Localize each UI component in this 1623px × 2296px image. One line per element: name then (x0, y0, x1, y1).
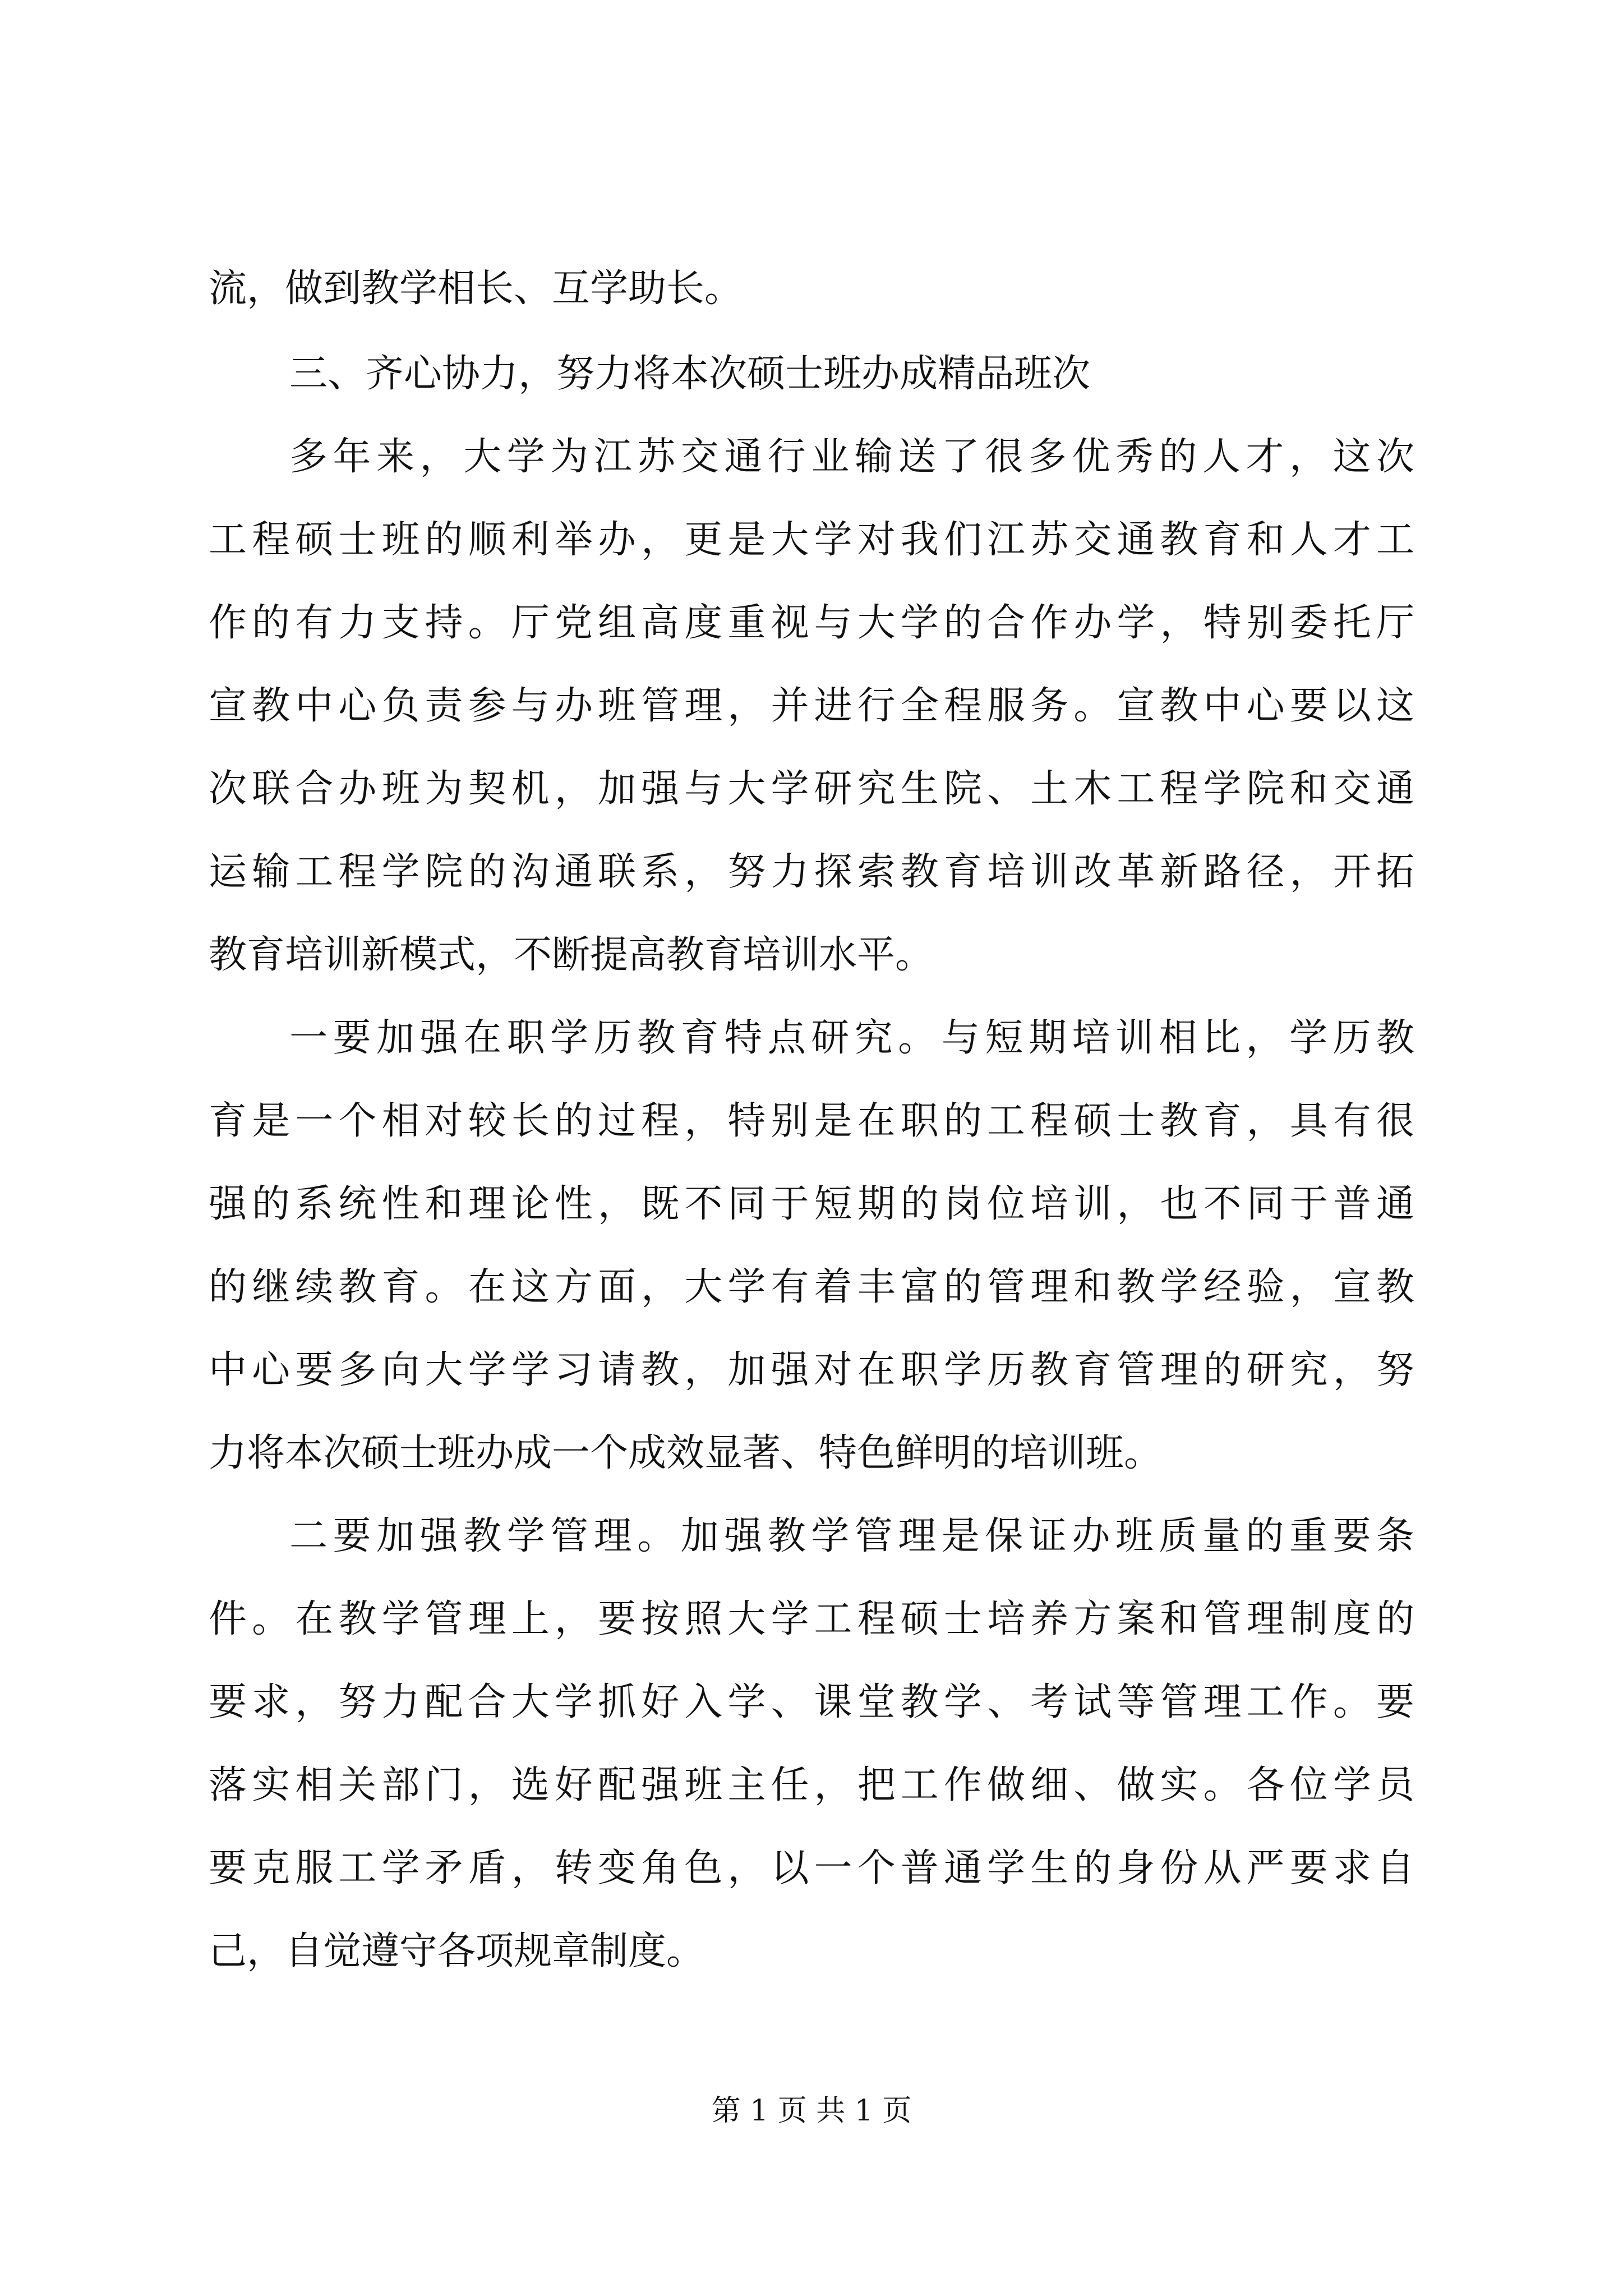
text-line: 强的系统性和理论性，既不同于短期的岗位培训，也不同于普通 (209, 1182, 1414, 1226)
text-line: 多年来，大学为江苏交通行业输送了很多优秀的人才，这次 (289, 435, 1414, 479)
text-line: 宣教中心负责参与办班管理，并进行全程服务。宣教中心要以这 (209, 684, 1414, 728)
text-line: 力将本次硕士班办成一个成效显著、特色鲜明的培训班。 (209, 1431, 1163, 1475)
text-line: 工程硕士班的顺利举办，更是大学对我们江苏交通教育和人才工 (209, 518, 1414, 562)
section-heading: 三、齐心协力，努力将本次硕士班办成精品班次 (289, 352, 1091, 396)
text-line: 二要加强教学管理。加强教学管理是保证办班质量的重要条 (289, 1514, 1414, 1558)
text-line: 要求，努力配合大学抓好入学、课堂教学、考试等管理工作。要 (209, 1680, 1414, 1724)
text-line: 落实相关部门，选好配强班主任，把工作做细、做实。各位学员 (209, 1763, 1414, 1807)
text-line: 要克服工学矛盾，转变角色，以一个普通学生的身份从严要求自 (209, 1846, 1414, 1890)
page-number-footer: 第 1 页 共 1 页 (711, 2094, 912, 2128)
text-line: 中心要多向大学学习请教，加强对在职学历教育管理的研究，努 (209, 1348, 1414, 1392)
text-line: 育是一个相对较长的过程，特别是在职的工程硕士教育，具有很 (209, 1099, 1414, 1143)
text-line: 运输工程学院的沟通联系，努力探索教育培训改革新路径，开拓 (209, 850, 1414, 894)
text-line: 流，做到教学相长、互学助长。 (209, 266, 743, 311)
text-line: 件。在教学管理上，要按照大学工程硕士培养方案和管理制度的 (209, 1597, 1414, 1641)
text-line: 作的有力支持。厅党组高度重视与大学的合作办学，特别委托厅 (209, 601, 1414, 645)
text-line: 教育培训新模式，不断提高教育培训水平。 (209, 933, 934, 977)
text-line: 己，自觉遵守各项规章制度。 (209, 1929, 705, 1973)
text-line: 次联合办班为契机，加强与大学研究生院、土木工程学院和交通 (209, 767, 1414, 811)
text-line: 的继续教育。在这方面，大学有着丰富的管理和教学经验，宣教 (209, 1265, 1414, 1309)
text-line: 一要加强在职学历教育特点研究。与短期培训相比，学历教 (289, 1016, 1414, 1060)
